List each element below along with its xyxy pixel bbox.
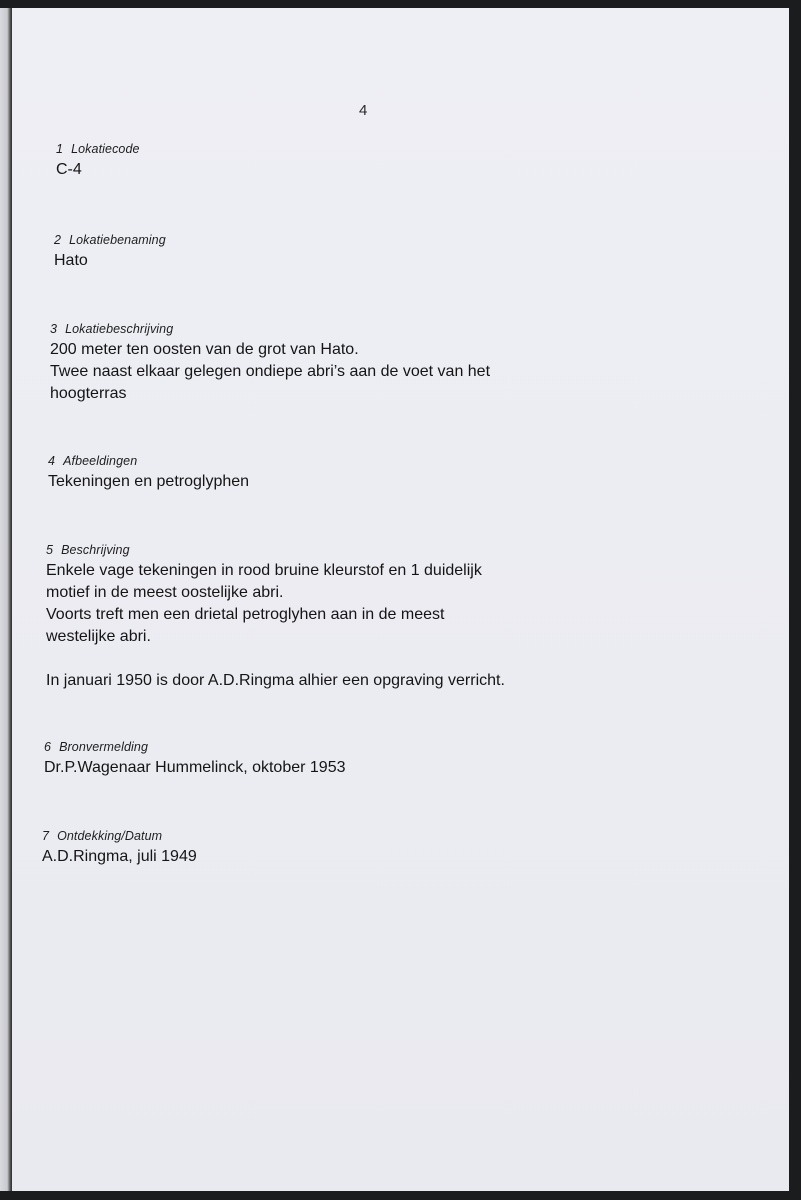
section-title: Lokatiecode	[71, 142, 140, 156]
section-afbeeldingen	[48, 454, 249, 493]
section-number: 5	[46, 543, 54, 557]
section-value: C-4	[56, 161, 82, 178]
section-label	[54, 233, 166, 247]
section-title: Afbeeldingen	[63, 454, 138, 468]
section-title: Lokatiebenaming	[69, 233, 166, 247]
section-title: Bronvermelding	[59, 740, 149, 754]
section-title: Lokatiebeschrijving	[65, 322, 174, 336]
section-lokatiecode	[56, 142, 140, 181]
section-value: Hato	[54, 252, 88, 269]
section-line: Enkele vage tekeningen in rood bruine kleurstof en 1 duidelijk	[46, 562, 482, 579]
section-label	[56, 142, 140, 156]
section-line: westelijke abri.	[46, 628, 151, 645]
section-label	[46, 543, 505, 557]
section-bronvermelding	[44, 740, 345, 779]
page-number: 4	[359, 102, 368, 119]
section-label	[42, 829, 197, 843]
section-title: Ontdekking/Datum	[57, 829, 163, 843]
section-number: 4	[48, 454, 56, 468]
section-beschrijving	[46, 543, 505, 692]
section-value: A.D.Ringma, juli 1949	[42, 848, 197, 865]
section-lokatiebenaming	[54, 233, 166, 272]
section-line: Voorts treft men een drietal petroglyhen aan in de meest	[46, 606, 445, 623]
section-note: In januari 1950 is door A.D.Ringma alhier een opgraving verricht.	[46, 672, 505, 689]
paragraph-gap	[46, 648, 505, 670]
section-label	[50, 322, 490, 336]
section-number: 7	[42, 829, 50, 843]
section-number: 2	[54, 233, 62, 247]
section-number: 1	[56, 142, 64, 156]
section-title: Beschrijving	[61, 543, 130, 557]
section-ontdekking-datum	[42, 829, 197, 868]
section-lokatiebeschrijving	[50, 322, 490, 405]
section-label	[44, 740, 345, 754]
section-number: 6	[44, 740, 52, 754]
section-value: Dr.P.Wagenaar Hummelinck, oktober 1953	[44, 759, 346, 776]
page-binding-edge	[0, 8, 12, 1191]
section-line: hoogterras	[50, 385, 127, 402]
section-line: motief in de meest oostelijke abri.	[46, 584, 284, 601]
section-line: Twee naast elkaar gelegen ondiepe abri’s aan de voet van het	[50, 363, 491, 380]
document-page	[12, 8, 789, 1191]
section-label	[48, 454, 249, 468]
section-number: 3	[50, 322, 58, 336]
section-value: Tekeningen en petroglyphen	[48, 473, 250, 490]
section-line: 200 meter ten oosten van de grot van Hato.	[50, 341, 359, 358]
